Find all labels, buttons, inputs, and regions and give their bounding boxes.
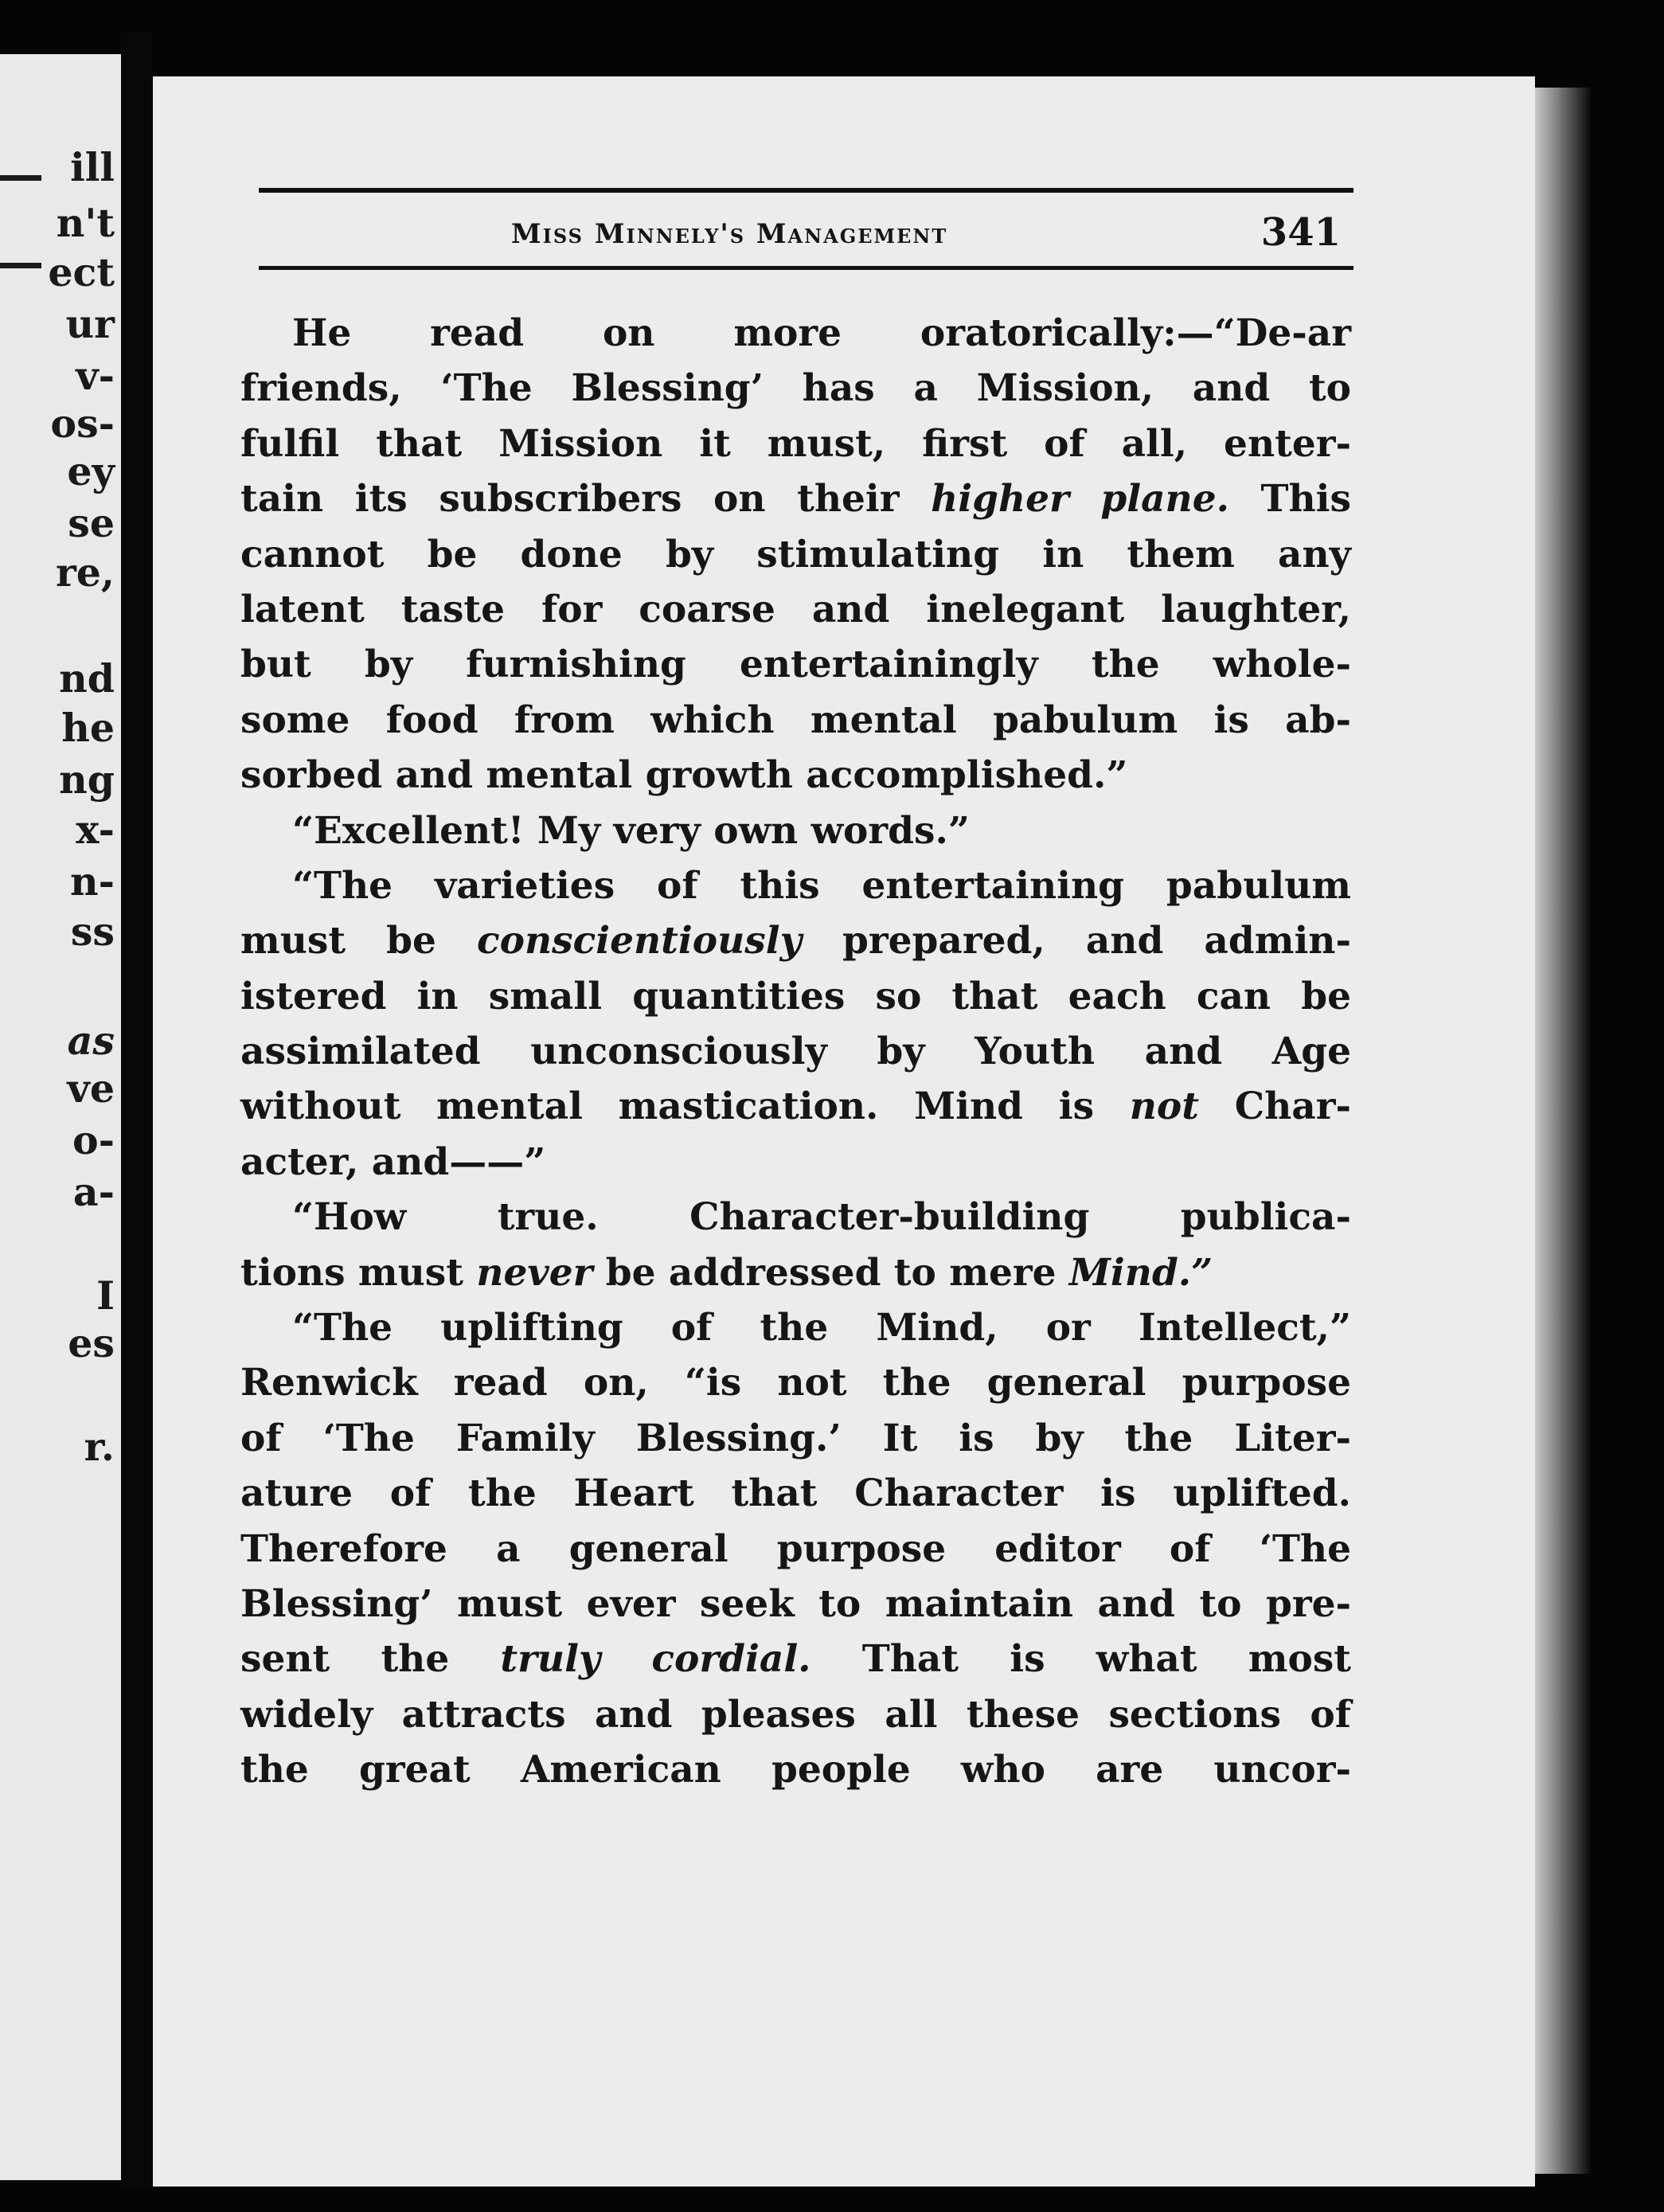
italic-emphasis: never: [476, 1250, 593, 1295]
book-page: [153, 76, 1535, 2187]
running-header: [259, 210, 1353, 266]
text-run: must be: [240, 919, 478, 963]
facing-page-text-fragment: nd: [59, 655, 115, 702]
text-line: the great American people who are uncor-: [240, 1748, 1351, 1792]
facing-page-text-fragment: he: [61, 705, 115, 751]
text-run: Char-: [1198, 1085, 1351, 1129]
facing-page-text-fragment: a-: [72, 1169, 115, 1215]
text-line: “Excellent! My very own words.”: [292, 808, 970, 853]
italic-emphasis: higher plane.: [931, 477, 1229, 522]
facing-page-text-fragment: es: [68, 1320, 115, 1366]
text-run: That is what most: [811, 1637, 1351, 1682]
text-line: friends, ‘The Blessing’ has a Mission, and to: [240, 366, 1351, 411]
text-line: some food from which mental pabulum is ab-: [240, 698, 1351, 742]
italic-emphasis: not: [1129, 1085, 1199, 1129]
facing-page-text-fragment: ey: [67, 448, 115, 494]
facing-page-text-fragment: n-: [70, 858, 115, 905]
text-line: istered in small quantities so that each can be: [240, 974, 1351, 1018]
text-line: “How true. Character-building publica-: [292, 1195, 1351, 1240]
italic-emphasis: truly cordial.: [500, 1637, 811, 1682]
facing-page-text-fragment: o-: [72, 1117, 115, 1163]
text-run: be addressed to mere: [592, 1250, 1069, 1295]
text-line: “The varieties of this entertaining pabulum: [292, 863, 1351, 908]
facing-page-text-fragment: ss: [70, 909, 115, 955]
text-line: widely attracts and pleases all these sections of: [240, 1692, 1351, 1737]
facing-page-text-fragment: re,: [55, 549, 115, 596]
text-line: of ‘The Family Blessing.’ It is by the Liter-: [240, 1416, 1351, 1460]
text-line: sorbed and mental growth accomplished.”: [240, 753, 1128, 798]
facing-page-text-fragment: I: [96, 1272, 115, 1319]
text-run: tain its subscribers on their: [240, 477, 932, 522]
book-gutter: [121, 32, 153, 2190]
header-rule-top: [259, 188, 1353, 193]
facing-page-text-fragment: os-: [50, 401, 115, 447]
text-line: “The uplifting of the Mind, or Intellect,”: [292, 1306, 1351, 1350]
text-line: acter, and——”: [240, 1139, 546, 1184]
text-run: without mental mastication. Mind is: [240, 1085, 1130, 1129]
page-number: 341: [1260, 210, 1341, 255]
text-line: Renwick read on, “is not the general purpose: [240, 1361, 1351, 1405]
facing-page-text-fragment: v-: [76, 353, 115, 399]
body-text: [240, 306, 1351, 1798]
italic-emphasis: conscientiously: [477, 919, 802, 963]
facing-page-rule-top: [0, 175, 41, 181]
text-line: [240, 1079, 1351, 1134]
page-edge-shadow: [1535, 88, 1591, 2174]
text-line: cannot be done by stimulating in them any: [240, 532, 1351, 576]
facing-page-text-fragment: ur: [65, 301, 115, 347]
text-line: latent taste for coarse and inelegant laughter,: [240, 587, 1351, 631]
header-rule-bottom: [259, 266, 1353, 270]
text-line: [240, 913, 1351, 968]
text-line: [240, 471, 1351, 526]
italic-emphasis: Mind.”: [1068, 1250, 1213, 1295]
facing-page-edge: [0, 54, 121, 2180]
facing-page-text-fragment: r.: [84, 1424, 115, 1470]
text-line: [240, 1632, 1351, 1686]
running-title: Miss Minnely's Management: [511, 218, 948, 250]
text-run: prepared, and admin-: [801, 919, 1351, 963]
text-line: [240, 1245, 1351, 1300]
text-run: This: [1228, 477, 1351, 522]
facing-page-text-fragment: x-: [76, 807, 115, 853]
text-line: but by furnishing entertainingly the whole-: [240, 643, 1351, 687]
text-run: sent the: [240, 1637, 501, 1682]
text-line: fulfil that Mission it must, first of all, enter-: [240, 421, 1351, 466]
facing-page-text-fragment: ect: [48, 249, 115, 295]
facing-page-text-fragment: ng: [59, 756, 115, 803]
text-line: ature of the Heart that Character is uplifted.: [240, 1471, 1351, 1516]
facing-page-text-fragment: ve: [67, 1065, 115, 1112]
text-line: Therefore a general purpose editor of ‘The: [240, 1526, 1351, 1571]
facing-page-text-fragment: ill: [70, 144, 115, 190]
text-line: Blessing’ must ever seek to maintain and to pre-: [240, 1581, 1351, 1626]
text-run: tions must: [240, 1250, 477, 1295]
facing-page-text-fragment: se: [68, 500, 115, 546]
text-line: assimilated unconsciously by Youth and Age: [240, 1030, 1351, 1074]
facing-page-text-fragment: n't: [56, 200, 115, 246]
facing-page-text-fragment: as: [67, 1018, 115, 1064]
text-line: He read on more oratorically:—“De-ar: [292, 311, 1351, 355]
facing-page-rule-bottom: [0, 263, 41, 268]
